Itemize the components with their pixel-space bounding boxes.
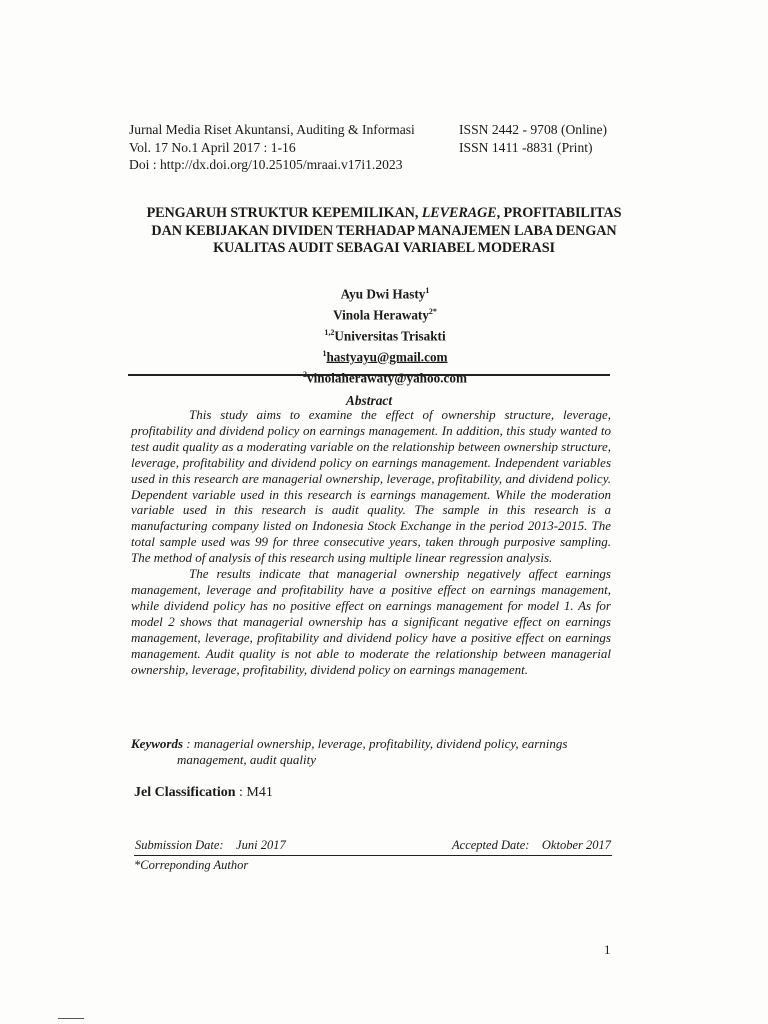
- issn-block: [459, 121, 607, 156]
- journal-doi: Doi : http://dx.doi.org/10.25105/mraai.v17i1.2023: [129, 157, 403, 172]
- journal-header: [129, 121, 415, 174]
- author-2: Vinola Herawaty$^{2*}$: [333, 306, 437, 323]
- title-line-1: PENGARUH STRUKTUR KEPEMILIKAN, LEVERAGE, PROFITABILITAS: [146, 205, 622, 221]
- keywords-label: Keywords: [131, 736, 183, 751]
- footnote-divider: [134, 855, 612, 856]
- scan-edge-mark: [58, 1018, 84, 1019]
- abstract-body: [131, 407, 611, 677]
- journal-name: Jurnal Media Riset Akuntansi, Auditing & Informasi: [129, 122, 415, 137]
- abstract-heading: Abstract: [345, 393, 393, 408]
- jel-classification: Jel Classification : M41: [134, 785, 273, 800]
- abstract-paragraph-1: This study aims to examine the effect of ownership structure, leverage, profitability and dividend policy on earnings management. In addition, this study wanted to test audit quality as a moderating variable on the relationship between ownership structure, leverage, profitability and dividend policy on earnings management. Independent variables used in this research are managerial ownership, leverage, profitability, and dividend policy. Dependent variable used in this research is earnings management. While the moderation variable used in this research is audit quality. The sample in this research is a manufacturing company listed on Indonesia Stock Exchange in the period 2013-2015. The total sample used was 99 for three consecutive years, taken through purposive sampling. The method of analysis of this research using multiple linear regression analysis.: [131, 407, 611, 566]
- issn-online: ISSN 2442 - 9708 (Online): [459, 122, 608, 137]
- journal-volume: Vol. 17 No.1 April 2017 : 1-16: [129, 139, 296, 155]
- author-1: Ayu Dwi Hasty$^1$: [340, 286, 430, 302]
- affiliation: $^{1,2}$Universitas Trisakti: [324, 327, 446, 344]
- title-line-3: KUALITAS AUDIT SEBAGAI VARIABEL MODERASI: [213, 240, 555, 256]
- jel-value: M41: [246, 785, 273, 800]
- page-number: 1: [604, 942, 611, 957]
- submission-date: Submission Date: Juni 2017: [135, 838, 286, 852]
- paper-title: [110, 205, 658, 258]
- issn-print: ISSN 1411 -8831 (Print): [459, 139, 593, 155]
- title-line-2: DAN KEBIJAKAN DIVIDEN TERHADAP MANAJEMEN LABA DENGAN: [151, 222, 617, 239]
- email-2[interactable]: $^2$vinolaherawaty@yahoo.com: [303, 369, 467, 385]
- jel-label: Jel Classification: [134, 785, 236, 800]
- email-1[interactable]: $^1$hastyayu@gmail.com: [322, 348, 448, 365]
- section-divider: [128, 374, 610, 376]
- accepted-date: Accepted Date: Oktober 2017: [452, 838, 611, 852]
- keywords: Keywords : managerial ownership, leverage, profitability, dividend policy, earnings management, audit quality: [131, 736, 568, 767]
- abstract-paragraph-2: The results indicate that managerial ownership negatively affect earnings management, leverage and profitability have a positive effect on earnings management, while dividend policy has no positive effect on earnings management for model 1. As for model 2 shows that managerial ownership has a significant negative effect on earnings management, leverage, profitability and dividend policy have a positive effect on earnings management. Audit quality is not able to moderate the relationship between managerial ownership, leverage, profitability, dividend policy on earnings management.: [131, 566, 611, 677]
- corresponding-author-note: *Correponding Author: [134, 858, 249, 872]
- author-block: [260, 282, 510, 386]
- keywords-text: managerial ownership, leverage, profitability, dividend policy, earnings management, audit quality: [177, 736, 568, 767]
